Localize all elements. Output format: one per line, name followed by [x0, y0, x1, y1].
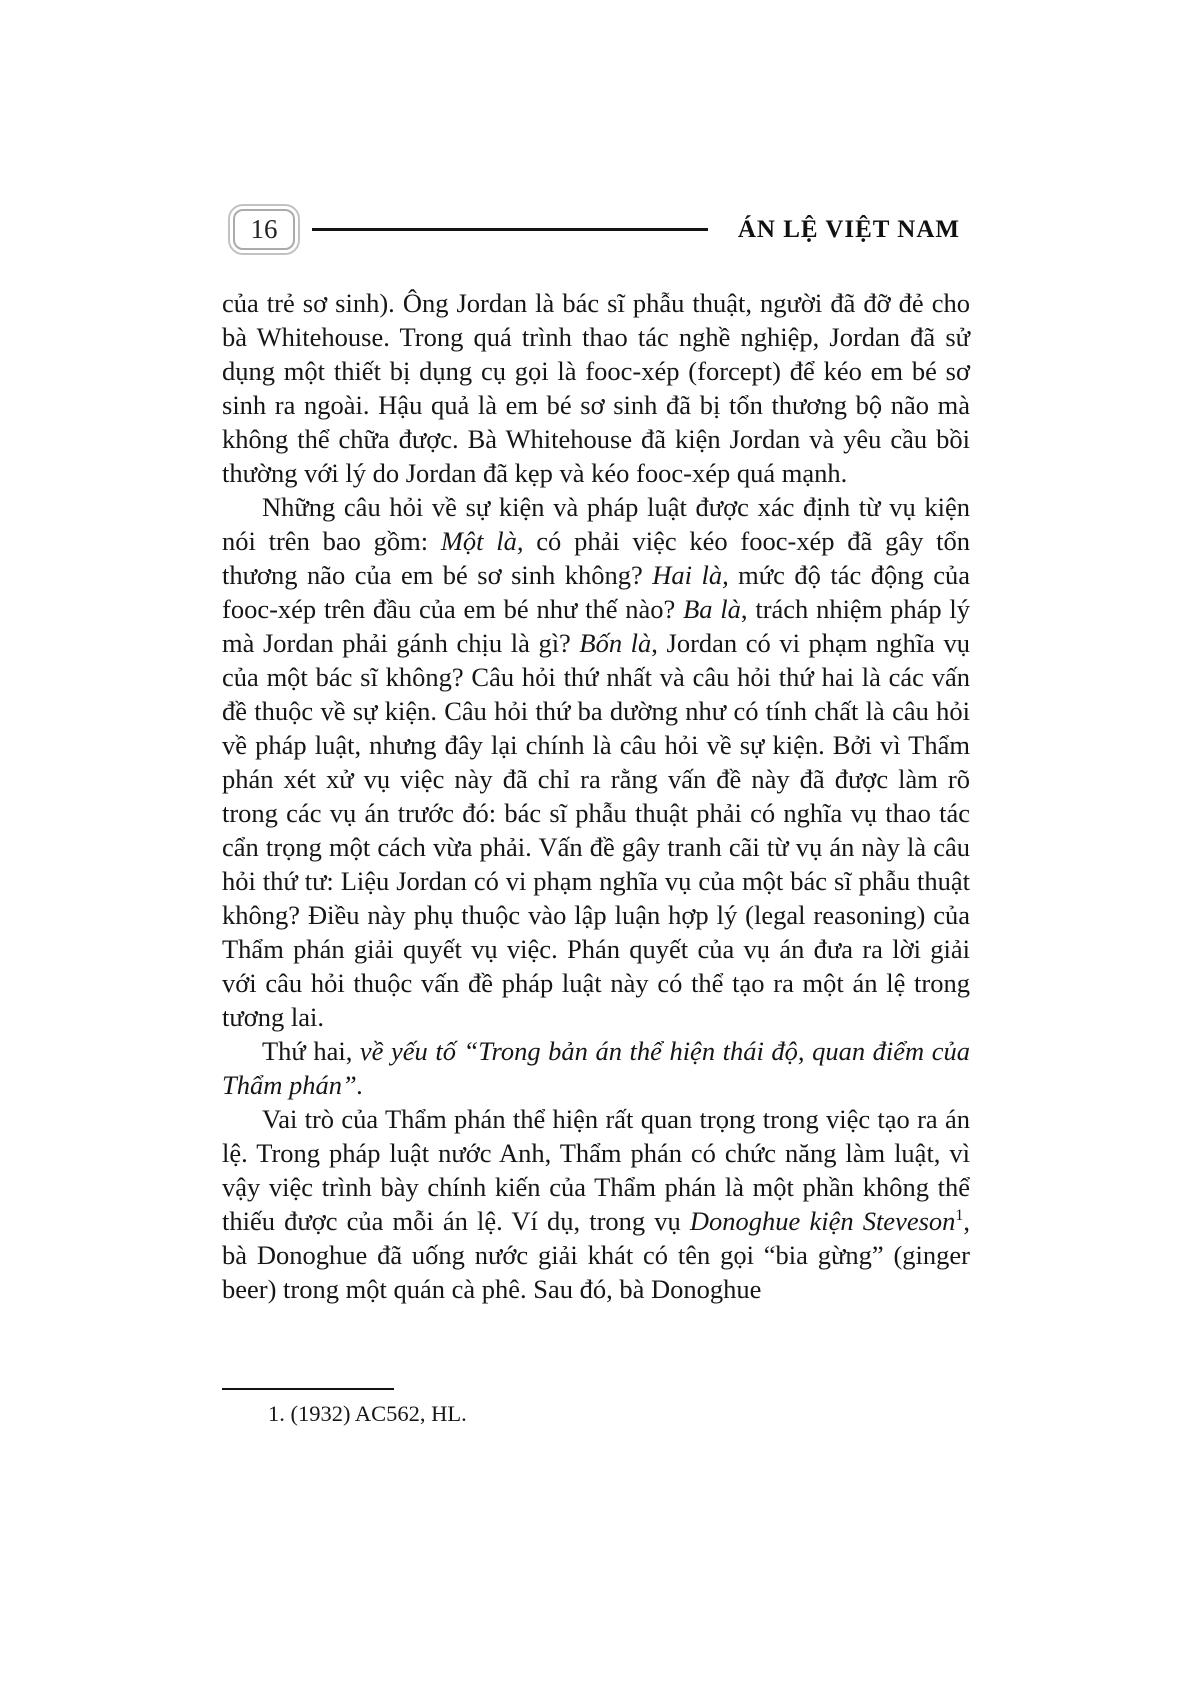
text-segment: , Jordan có vi phạm nghĩa vụ của một bác sĩ không? Câu hỏi thứ nhất và câu hỏi thứ hai là các vấn đề thuộc về sự kiện. Câu hỏi thứ ba dường như có tính chất là câu hỏi về pháp luật, nhưng đây lại chính là câu hỏi về sự kiện. Bởi vì Thẩm phán xét xử vụ việc này đã chỉ ra rằng vấn đề này đã được làm rõ trong các vụ án trước đó: bác sĩ phẫu thuật phải có nghĩa vụ thao tác cẩn trọng một cách vừa phải. Vấn đề gây tranh cãi từ vụ án này là câu hỏi thứ tư: Liệu Jordan có vi phạm nghĩa vụ của một bác sĩ phẫu thuật không? Điều này phụ thuộc vào lập luận hợp lý (legal reasoning) của Thẩm phán giải quyết vụ việc. Phán quyết của vụ án đưa ra lời giải với câu hỏi thuộc vấn đề pháp luật này có thể tạo ra một án lệ trong tương lai.	[222, 628, 970, 1032]
text-segment: Một là,	[440, 526, 524, 556]
text-segment: Những câu hỏi về sự kiện và pháp luật được xác định từ vụ kiện nói trên bao gồm:	[222, 492, 970, 556]
text-segment: của trẻ sơ sinh). Ông Jordan là bác sĩ phẫu thuật, người đã đỡ đẻ cho bà Whitehouse. Trong quá trình thao tác nghề nghiệp, Jordan đã sử dụng một thiết bị dụng cụ gọi là fooc-xép (forcept) để kéo em bé sơ sinh ra ngoài. Hậu quả là em bé sơ sinh đã bị tổn thương bộ não mà không thể chữa được. Bà Whitehouse đã kiện Jordan và yêu cầu bồi thường với lý do Jordan đã kẹp và kéo fooc-xép quá mạnh.	[222, 288, 970, 488]
text-segment: Donoghue kiện Steveson	[689, 1206, 956, 1236]
text-segment: Bốn là	[579, 628, 652, 658]
paragraph	[222, 490, 970, 1034]
footnote-text: 1. (1932) AC562, HL.	[268, 1401, 467, 1426]
text-segment: Thứ hai,	[262, 1036, 360, 1066]
text-segment: , trách nhiệm pháp lý mà Jordan phải gánh chịu là gì?	[222, 594, 970, 658]
page-number-badge	[228, 204, 300, 255]
paragraph	[222, 1034, 970, 1102]
footnote-rule	[222, 1388, 394, 1390]
page-number: 16	[233, 209, 295, 250]
text-segment: Ba là	[683, 594, 741, 624]
body-text	[222, 286, 970, 1306]
text-segment: , bà Donoghue đã uống nước giải khát có tên gọi “bia gừng” (ginger beer) trong một quán cà phê. Sau đó, bà Donoghue	[222, 1206, 970, 1304]
text-segment: về yếu tố “Trong bản án thể hiện thái độ, quan điểm của Thẩm phán”.	[222, 1036, 970, 1100]
text-segment: có phải việc kéo fooc-xép đã gây tổn thương não của em bé sơ sinh không?	[222, 526, 970, 590]
footnote	[222, 1388, 970, 1429]
footnote-marker: 1	[955, 1207, 964, 1225]
paragraph	[222, 286, 970, 490]
text-segment: mức độ tác động của fooc-xép trên đầu của em bé như thế nào?	[222, 560, 970, 624]
text-segment: Vai trò của Thẩm phán thể hiện rất quan trọng trong việc tạo ra án lệ. Trong pháp luật nước Anh, Thẩm phán có chức năng làm luật, vì vậy việc trình bày chính kiến của Thẩm phán là một phần không thể thiếu được của mỗi án lệ. Ví dụ, trong vụ	[222, 1104, 970, 1236]
header-rule	[312, 228, 708, 231]
running-title: ÁN LỆ VIỆT NAM	[737, 215, 960, 243]
page-header	[228, 204, 960, 255]
paragraph	[222, 1102, 970, 1306]
text-segment: Hai là,	[652, 560, 729, 590]
